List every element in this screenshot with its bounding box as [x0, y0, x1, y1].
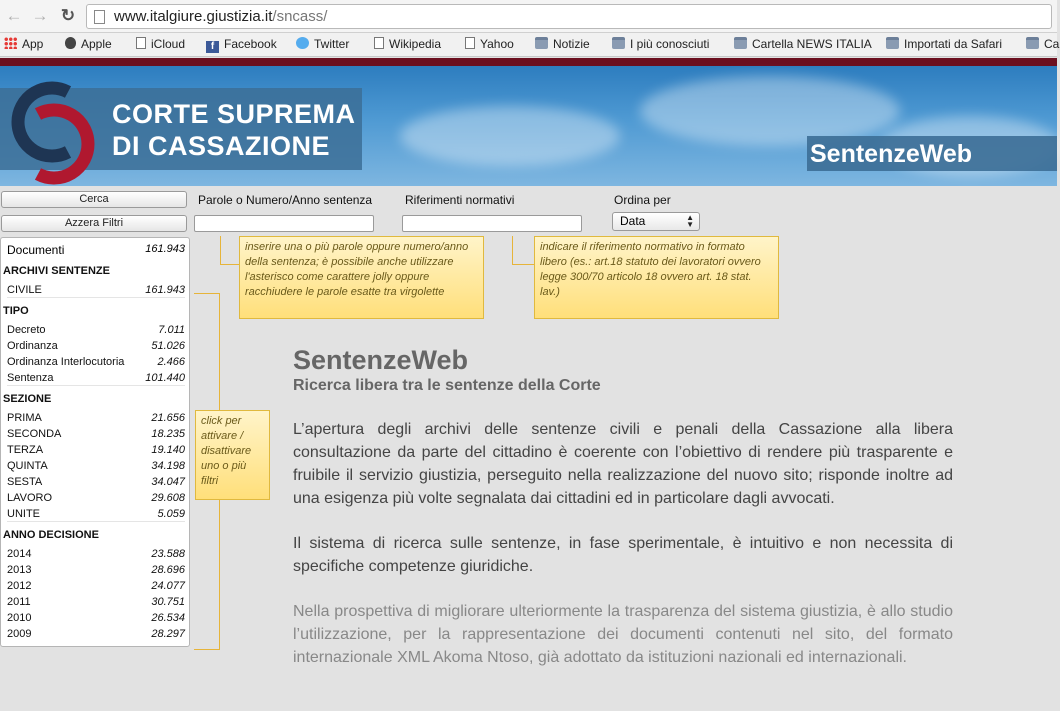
- filter-label: QUINTA: [7, 460, 48, 472]
- browser-toolbar: [0, 0, 1057, 33]
- page-icon: [94, 10, 105, 24]
- logo-line-1: CORTE SUPREMA: [112, 99, 356, 129]
- filter-label: Decreto: [7, 324, 46, 336]
- filter-item-sesta[interactable]: [7, 474, 185, 490]
- header-strip: [0, 58, 1057, 66]
- bookmark-notizie[interactable]: [535, 37, 590, 52]
- reset-filters-button[interactable]: Azzera Filtri: [1, 215, 187, 232]
- page-icon: [136, 37, 146, 49]
- cassazione-logo-icon: [8, 74, 98, 184]
- bookmark-label: Notizie: [553, 37, 590, 51]
- order-select-value: Data: [620, 214, 646, 228]
- bookmark-twitter[interactable]: [296, 37, 349, 52]
- filter-label: 2011: [7, 596, 31, 608]
- words-input[interactable]: [194, 215, 374, 232]
- filter-count: 19.140: [151, 444, 185, 456]
- filter-count: 2.466: [157, 356, 185, 368]
- filter-item-quinta[interactable]: [7, 458, 185, 474]
- bookmark-app[interactable]: [4, 37, 43, 52]
- system-paragraph: Il sistema di ricerca sulle sentenze, in fase sperimentale, è intuitivo e non necessita di specifiche competenze giuridiche.: [293, 535, 953, 575]
- folder-icon: [612, 37, 625, 49]
- bookmark-label: Apple: [81, 37, 112, 51]
- filter-item-prima[interactable]: [7, 410, 185, 426]
- bookmark-label: Facebook: [224, 37, 277, 51]
- section-anno: ANNO DECISIONE: [3, 529, 99, 541]
- filter-label: UNITE: [7, 508, 40, 520]
- bookmarks-bar: [0, 33, 1060, 57]
- filter-item-sentenza[interactable]: [7, 370, 185, 386]
- folder-icon: [535, 37, 548, 49]
- cloud-decoration: [400, 106, 620, 166]
- filter-count: 34.198: [151, 460, 185, 472]
- bookmark-label: iCloud: [151, 37, 186, 51]
- tip-connector: [220, 236, 240, 265]
- twitter-icon: [296, 37, 309, 49]
- reload-icon[interactable]: ↻: [60, 6, 76, 25]
- search-button[interactable]: Cerca: [1, 191, 187, 208]
- filter-label: 2013: [7, 564, 32, 576]
- filter-item-ordinanza-interlocutoria[interactable]: [7, 354, 185, 370]
- folder-icon: [734, 37, 747, 49]
- documents-count: 161.943: [145, 243, 185, 255]
- refs-input[interactable]: [402, 215, 582, 232]
- words-label: Parole o Numero/Anno sentenza: [198, 193, 373, 207]
- tip-connector: [512, 236, 535, 265]
- filter-label: 2014: [7, 548, 32, 560]
- bookmark-piu-conosciuti[interactable]: [612, 37, 709, 52]
- filter-count: 18.235: [151, 428, 185, 440]
- filter-label: TERZA: [7, 444, 44, 456]
- bookmark-label: App: [22, 37, 44, 51]
- filter-label: Sentenza: [7, 372, 54, 384]
- filter-count: 29.608: [151, 492, 185, 504]
- bookmark-safari[interactable]: [886, 37, 1002, 52]
- bookmark-icloud[interactable]: [136, 37, 185, 52]
- page-icon: [465, 37, 475, 49]
- filter-item-lavoro[interactable]: [7, 490, 185, 506]
- url-text: [114, 8, 327, 25]
- filter-label: SESTA: [7, 476, 43, 488]
- page-icon: [374, 37, 384, 49]
- filter-label: PRIMA: [7, 412, 42, 424]
- section-archivi: ARCHIVI SENTENZE: [3, 265, 110, 277]
- filter-count: 51.026: [151, 340, 185, 352]
- intro-paragraph: L’apertura degli archivi delle sentenze civili e penali della Cassazione alla libera consultazione da parte del cittadino è coerente con l’obiettivo di rendere più trasparente e fruibile il servizio giustizia, perseguito nella realizzazione del nuovo sito; risponde inoltre ad una esigenza più volte segnalata dai cittadini ed in particolare dagli avvocati.: [293, 421, 953, 507]
- filter-item-decreto[interactable]: [7, 322, 185, 338]
- filter-count: 23.588: [151, 548, 185, 560]
- documents-total: [7, 243, 185, 257]
- filter-label: Ordinanza: [7, 340, 58, 352]
- filter-count: 34.047: [151, 476, 185, 488]
- filter-label: LAVORO: [7, 492, 53, 504]
- filter-item-2010[interactable]: [7, 610, 185, 626]
- url-path: /sncass/: [272, 8, 328, 25]
- filter-label: Ordinanza Interlocutoria: [7, 356, 125, 368]
- bookmark-facebook[interactable]: [206, 37, 277, 53]
- filter-item-2012[interactable]: [7, 578, 185, 594]
- filter-count: 161.943: [145, 284, 185, 296]
- select-arrows-icon: ▲ ▼: [686, 213, 694, 229]
- bookmark-label: I più conosciuti: [630, 37, 710, 51]
- page-subtitle: Ricerca libera tra le sentenze della Corte: [293, 377, 601, 394]
- section-sezione: SEZIONE: [3, 393, 52, 405]
- xml-paragraph: Nella prospettiva di migliorare ulteriormente la trasparenza del sistema giustizia, è allo studio l’utilizzazione, per la rappresentazione dei documenti contenuti nel sito, del formato internazionale XML Akoma Ntoso, già adottato da istituzioni nazionali ed internazionali.: [293, 603, 953, 666]
- refs-tip: indicare il riferimento normativo in formato libero (es.: art.18 statuto dei lavoratori ovvero legge 300/70 articolo 18 ovvero art. 18 stat. lav.): [534, 236, 779, 319]
- filter-count: 5.059: [157, 508, 185, 520]
- filter-item-2014[interactable]: [7, 546, 185, 562]
- folder-icon: [1026, 37, 1039, 49]
- filter-item-seconda[interactable]: [7, 426, 185, 442]
- filter-item-ordinanza[interactable]: [7, 338, 185, 354]
- bookmark-label: Importati da Safari: [904, 37, 1003, 51]
- logo-title: [112, 98, 356, 162]
- order-label: Ordina per: [614, 193, 671, 207]
- filter-count: 26.534: [151, 612, 185, 624]
- bookmark-label: Ca: [1044, 37, 1060, 51]
- facebook-icon: f: [206, 41, 219, 53]
- page-title: SentenzeWeb: [293, 345, 469, 375]
- bookmark-yahoo[interactable]: [465, 37, 514, 52]
- filter-count: 28.696: [151, 564, 185, 576]
- filter-item-terza[interactable]: [7, 442, 185, 458]
- site-header: [0, 66, 1057, 186]
- filter-count: 24.077: [151, 580, 185, 592]
- filter-count: 7.011: [158, 324, 185, 336]
- filter-label: CIVILE: [7, 284, 42, 296]
- forward-arrow-icon[interactable]: →: [31, 6, 49, 25]
- filter-item-2009[interactable]: [7, 626, 185, 642]
- filter-label: 2010: [7, 612, 32, 624]
- bookmark-label: Twitter: [314, 37, 350, 51]
- filter-count: 30.751: [151, 596, 185, 608]
- main-content: [293, 344, 953, 669]
- filter-item-civile[interactable]: [7, 282, 185, 298]
- apps-grid-icon: [4, 37, 17, 49]
- filter-count: 101.440: [145, 372, 185, 384]
- apple-icon: [65, 37, 76, 49]
- url-host: www.italgiure.giustizia.it: [114, 8, 273, 25]
- filter-count: 28.297: [151, 628, 185, 640]
- filter-count: 21.656: [151, 412, 185, 424]
- filter-item-2011[interactable]: [7, 594, 185, 610]
- back-arrow-icon[interactable]: ←: [5, 6, 23, 25]
- filter-label: 2009: [7, 628, 32, 640]
- words-tip: inserire una o più parole oppure numero/anno della sentenza; è possibile anche utilizzare l'asterisco come carattere jolly oppure racchiudere le parole esatte tra virgolette: [239, 236, 484, 319]
- filters-tip: click per attivare / disattivare uno o più filtri: [195, 410, 270, 500]
- address-bar[interactable]: [86, 4, 1052, 29]
- bookmark-ca[interactable]: [1026, 37, 1059, 52]
- filter-item-2013[interactable]: [7, 562, 185, 578]
- bookmark-apple[interactable]: [65, 37, 112, 52]
- bookmark-label: Wikipedia: [389, 37, 442, 51]
- bookmark-label: Cartella NEWS ITALIA: [752, 37, 872, 51]
- bookmark-label: Yahoo: [480, 37, 514, 51]
- app-title: SentenzeWeb: [810, 140, 973, 168]
- refs-label: Riferimenti normativi: [405, 193, 515, 207]
- filter-label: SECONDA: [7, 428, 62, 440]
- folder-icon: [886, 37, 899, 49]
- documents-label: Documenti: [7, 243, 65, 257]
- bookmark-wikipedia[interactable]: [374, 37, 441, 52]
- filter-label: 2012: [7, 580, 32, 592]
- bookmark-news-italia[interactable]: [734, 37, 872, 52]
- filters-sidebar: [0, 237, 190, 647]
- filter-item-unite[interactable]: [7, 506, 185, 522]
- order-select[interactable]: [612, 212, 700, 231]
- section-tipo: TIPO: [3, 305, 29, 317]
- logo-line-2: DI CASSAZIONE: [112, 131, 331, 161]
